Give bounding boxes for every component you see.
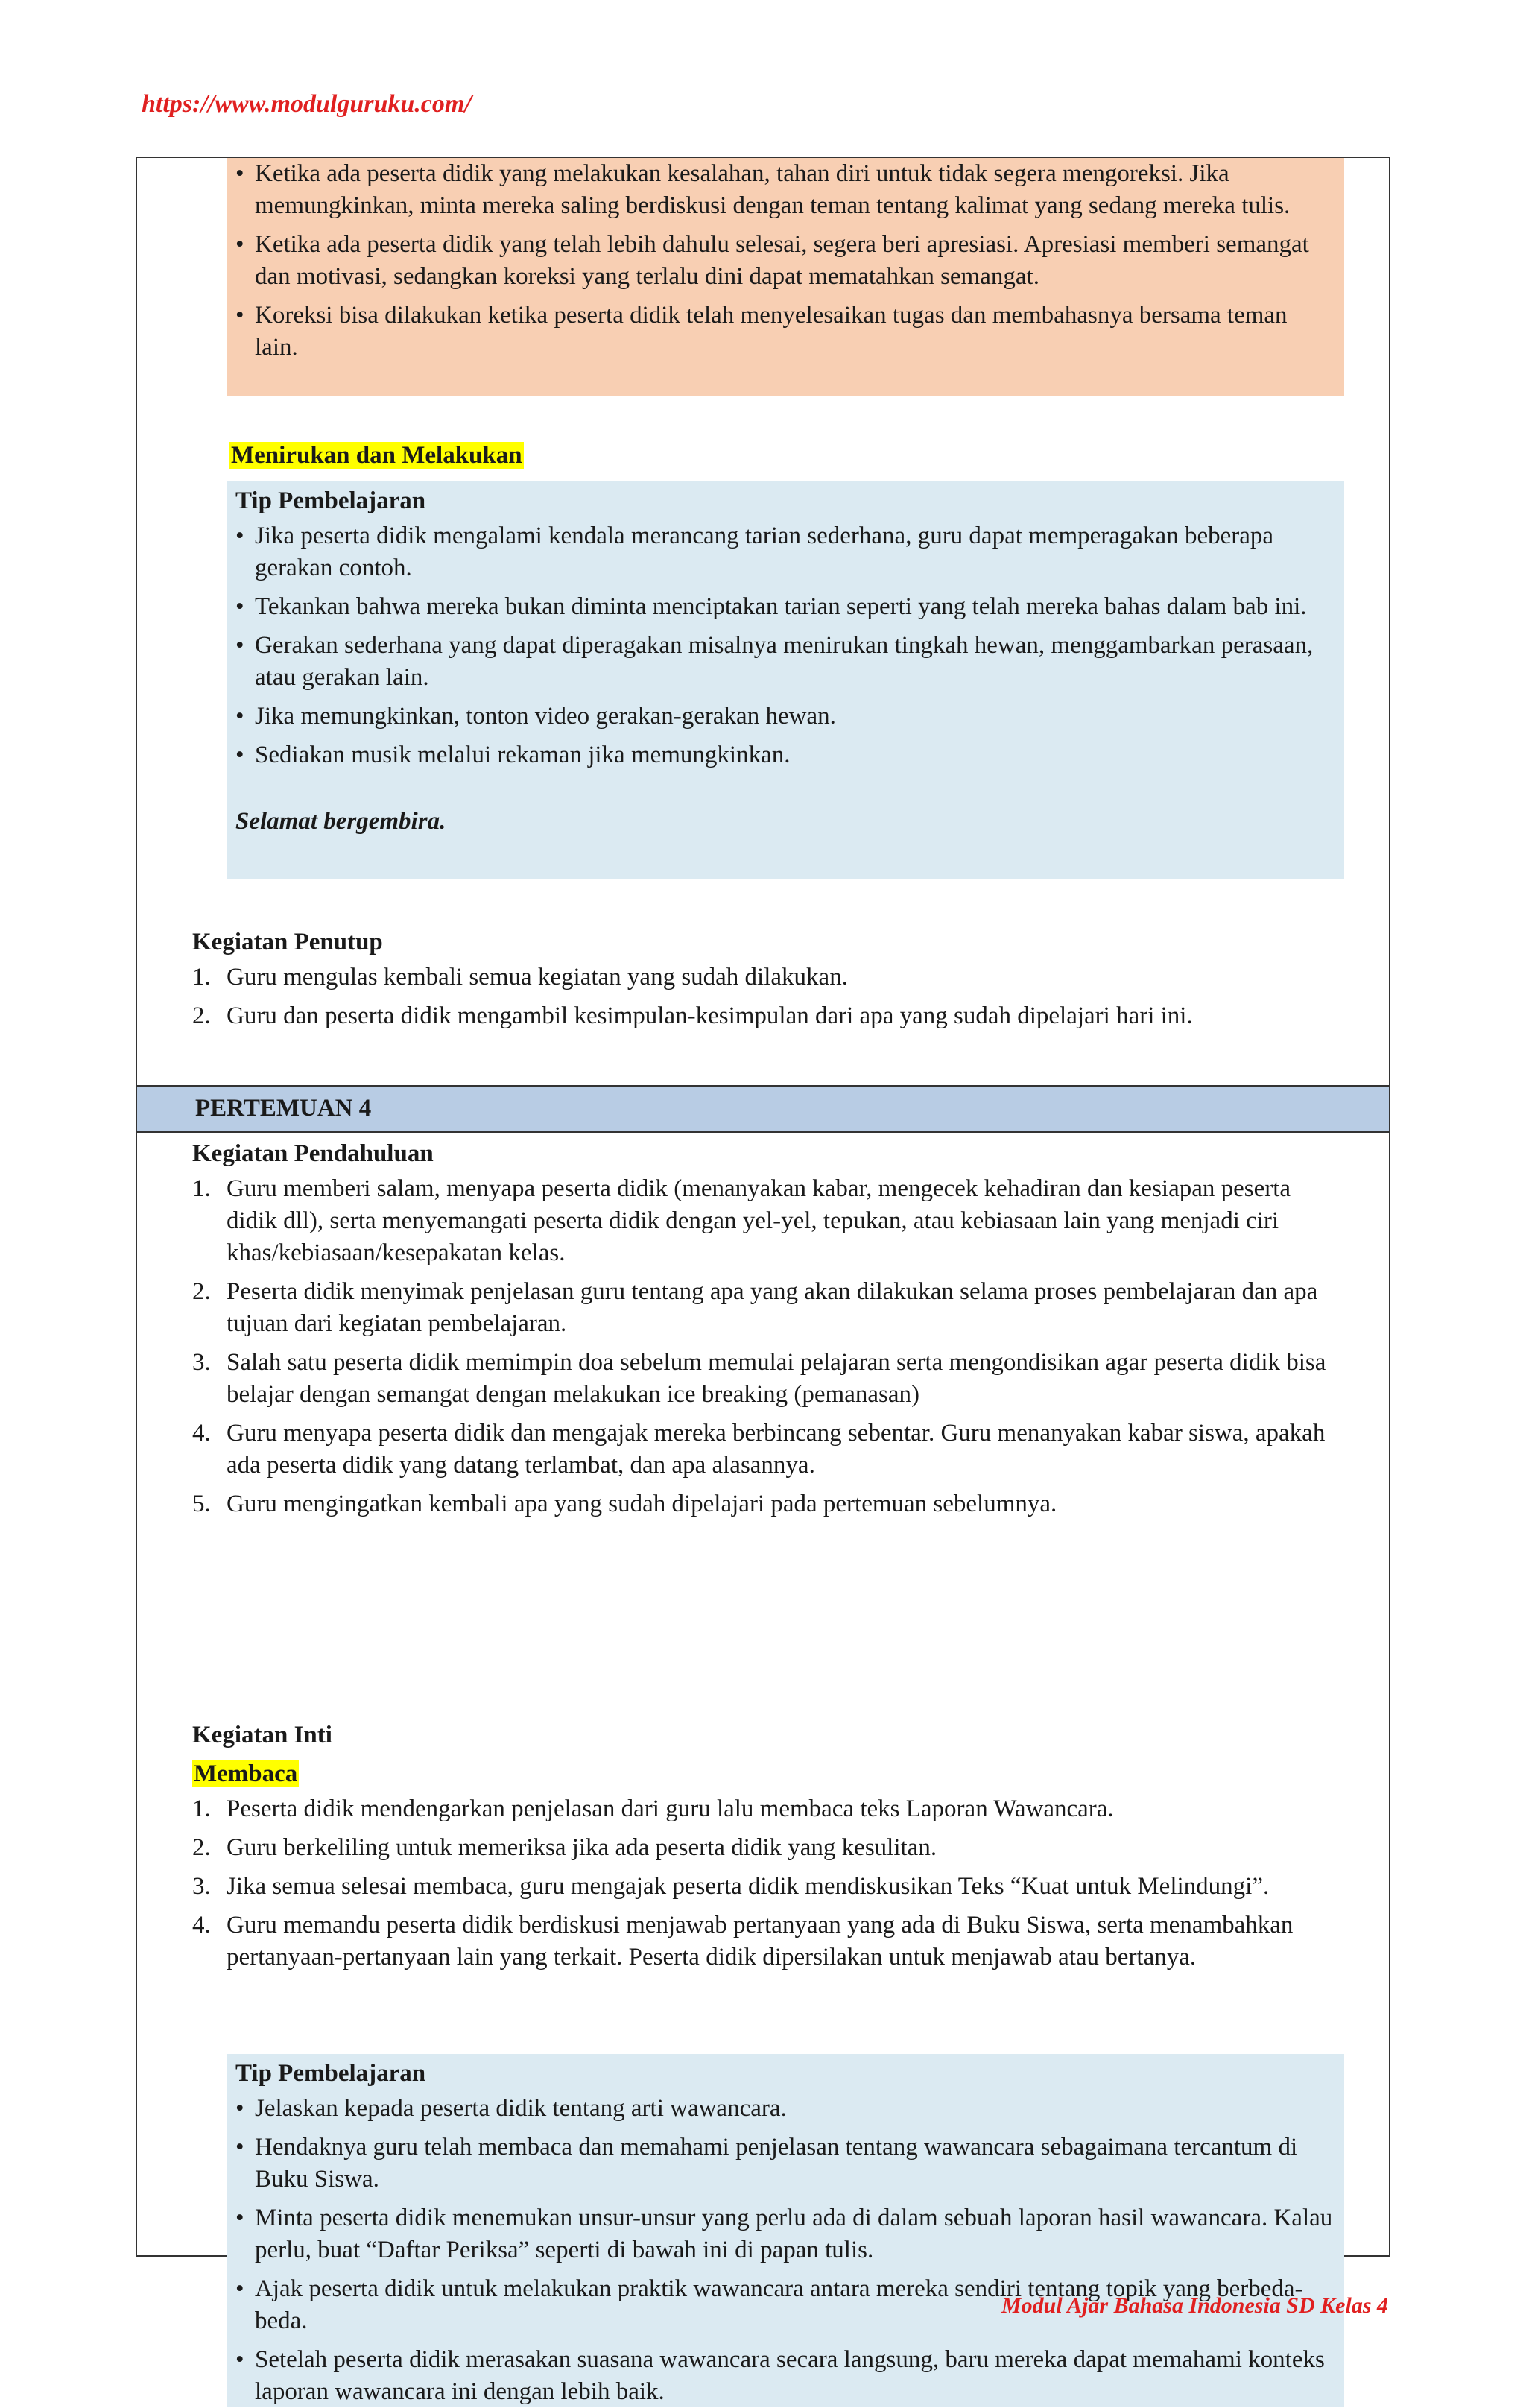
list-item: • Ketika ada peserta didik yang melakukan kesalahan, tahan diri untuk tidak segera mengoreksi. Jika memungkinkan, minta mereka saling berdiskusi dengan teman tentang kalimat yang sedang mereka tulis. bbox=[235, 158, 1335, 222]
list-item: • Jika peserta didik mengalami kendala merancang tarian sederhana, guru dapat memperagakan beberapa gerakan contoh. bbox=[235, 520, 1335, 584]
membaca-heading-wrap bbox=[192, 1754, 1340, 1793]
list-item: • Minta peserta didik menemukan unsur-unsur yang perlu ada di dalam sebuah laporan hasil wawancara. Kalau perlu, buat “Daftar Periksa” seperti di bawah ini di papan tulis. bbox=[235, 2202, 1335, 2266]
list-item: • Jika memungkinkan, tonton video gerakan-gerakan hewan. bbox=[235, 701, 1335, 733]
menirukan-tip-box bbox=[227, 481, 1344, 879]
kegiatan-pendahuluan bbox=[192, 1134, 1340, 1527]
list-item: 2. Guru dan peserta didik mengambil kesimpulan-kesimpulan dari apa yang sudah dipelajari hari ini. bbox=[192, 1002, 1193, 1029]
list-item: • Setelah peserta didik merasakan suasana wawancara secara langsung, baru mereka dapat memahami konteks laporan wawancara ini dengan lebih baik. bbox=[235, 2344, 1335, 2408]
kegiatan-inti bbox=[192, 1716, 1340, 1980]
list-item: • Tekankan bahwa mereka bukan diminta menciptakan tarian seperti yang telah mereka bahas dalam bab ini. bbox=[235, 591, 1335, 623]
menirukan-heading-wrap bbox=[229, 440, 524, 472]
list-item: 5. Guru mengingatkan kembali apa yang sudah dipelajari pada pertemuan sebelumnya. bbox=[192, 1491, 1057, 1517]
pendahuluan-title: Kegiatan Pendahuluan bbox=[192, 1140, 434, 1167]
list-item: 2. Peserta didik menyimak penjelasan guru tentang apa yang akan dilakukan selama proses pembelajaran dan apa tujuan dari kegiatan pembelajaran. bbox=[192, 1278, 1318, 1337]
list-item: 1. Peserta didik mendengarkan penjelasan dari guru lalu membaca teks Laporan Wawancara. bbox=[192, 1795, 1114, 1822]
list-item: 2. Guru berkeliling untuk memeriksa jika ada peserta didik yang kesulitan. bbox=[192, 1834, 937, 1861]
menirukan-heading: Menirukan dan Melakukan bbox=[231, 442, 522, 469]
orange-tip-list bbox=[235, 158, 1335, 364]
list-item: • Sediakan musik melalui rekaman jika memungkinkan. bbox=[235, 739, 1335, 771]
closing-text: Selamat bergembira. bbox=[235, 808, 446, 835]
list-item: 3. Salah satu peserta didik memimpin doa sebelum memulai pelajaran serta mengondisikan agar peserta didik bisa belajar dengan semangat dengan melakukan ice breaking (pemanasan) bbox=[192, 1349, 1326, 1408]
tip-title: Tip Pembelajaran bbox=[235, 487, 426, 514]
section-pertemuan-3-continued bbox=[137, 158, 1389, 1085]
list-item: 3. Jika semua selesai membaca, guru mengajak peserta didik mendiskusikan Teks “Kuat untuk Melindungi”. bbox=[192, 1873, 1270, 1900]
header-url[interactable]: https://www.modulguruku.com/ bbox=[142, 90, 472, 118]
pertemuan-title: PERTEMUAN 4 bbox=[195, 1095, 372, 1122]
list-item: • Jelaskan kepada peserta didik tentang arti wawancara. bbox=[235, 2093, 1335, 2125]
list-item: 4. Guru menyapa peserta didik dan mengajak mereka berbincang sebentar. Guru menanyakan kabar siswa, apakah ada peserta didik yang datang terlambat, dan apa alasannya. bbox=[192, 1420, 1326, 1479]
list-item: • Ajak peserta didik untuk melakukan praktik wawancara antara mereka sendiri tentang topik yang berbeda-beda. bbox=[235, 2273, 1335, 2337]
list-item: 4. Guru memandu peserta didik berdiskusi menjawab pertanyaan yang ada di Buku Siswa, serta menambahkan pertanyaan-pertanyaan lain yang terkait. Peserta didik dipersilakan untuk menjawab atau bertanya. bbox=[192, 1912, 1294, 1971]
membaca-tip-box bbox=[227, 2054, 1344, 2407]
kegiatan-penutup bbox=[192, 923, 1340, 1039]
inti-list bbox=[192, 1793, 1340, 1974]
orange-tip-box bbox=[227, 158, 1344, 396]
list-item: 1. Guru mengulas kembali semua kegiatan yang sudah dilakukan. bbox=[192, 964, 848, 990]
list-item: • Gerakan sederhana yang dapat diperagakan misalnya menirukan tingkah hewan, menggambarkan perasaan, atau gerakan lain. bbox=[235, 630, 1335, 694]
pertemuan-band bbox=[137, 1085, 1389, 1133]
list-item: • Ketika ada peserta didik yang telah lebih dahulu selesai, segera beri apresiasi. Apresiasi memberi semangat dan motivasi, sedangkan koreksi yang terlalu dini dapat mematahkan semangat. bbox=[235, 229, 1335, 293]
pendahuluan-list bbox=[192, 1173, 1340, 1520]
menirukan-tip-list bbox=[235, 520, 1335, 771]
list-item: • Hendaknya guru telah membaca dan memahami penjelasan tentang wawancara sebagaimana tercantum di Buku Siswa. bbox=[235, 2132, 1335, 2196]
penutup-title: Kegiatan Penutup bbox=[192, 929, 383, 955]
footer-title: Modul Ajar Bahasa Indonesia SD Kelas 4 bbox=[1001, 2293, 1388, 2318]
list-item: 1. Guru memberi salam, menyapa peserta didik (menanyakan kabar, mengecek kehadiran dan kesiapan peserta didik dll), serta menyemangati peserta didik dengan yel-yel, tepukan, atau kebiasaan lain yang menjadi ciri khas/kebiasaan/kesepakatan kelas. bbox=[192, 1175, 1291, 1266]
membaca-tip-list bbox=[235, 2093, 1335, 2408]
tip-title: Tip Pembelajaran bbox=[235, 2060, 426, 2087]
inti-title: Kegiatan Inti bbox=[192, 1722, 332, 1748]
list-item: • Koreksi bisa dilakukan ketika peserta didik telah menyelesaikan tugas dan membahasnya bersama teman lain. bbox=[235, 300, 1335, 364]
penutup-list bbox=[192, 961, 1340, 1032]
membaca-heading: Membaca bbox=[194, 1760, 298, 1787]
